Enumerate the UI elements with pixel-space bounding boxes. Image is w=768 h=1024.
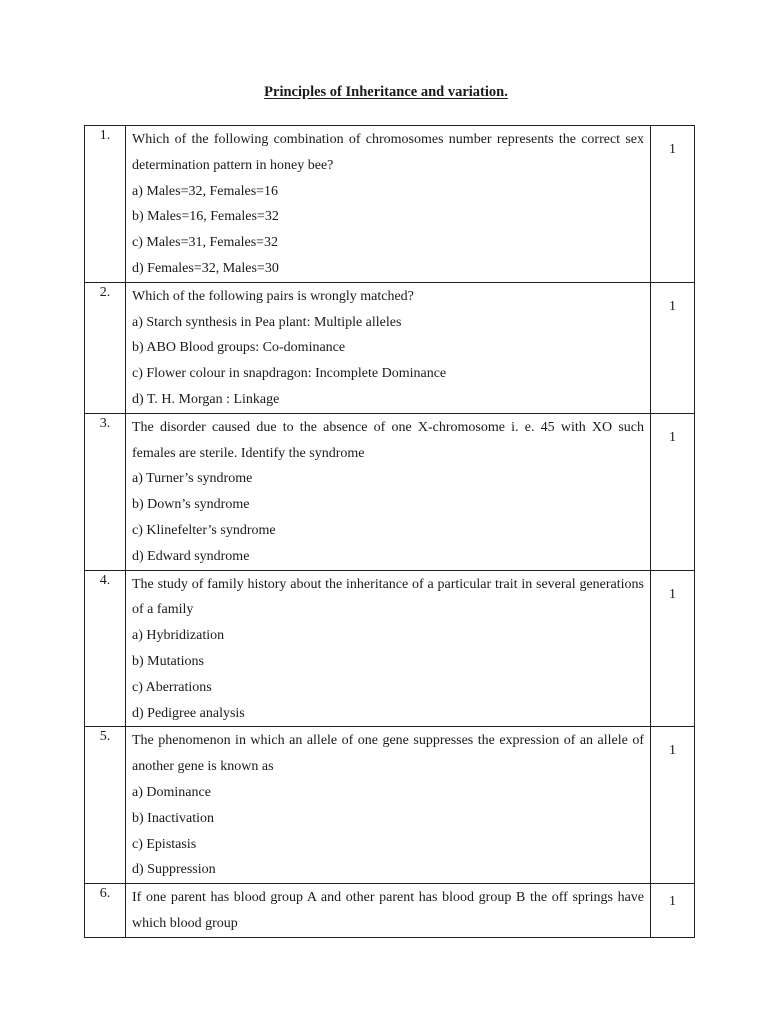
- question-row: [85, 727, 695, 884]
- question-marks: 1: [651, 727, 695, 884]
- option-d: d) T. H. Morgan : Linkage: [132, 391, 280, 407]
- question-body: [126, 126, 651, 283]
- question-body: [126, 413, 651, 570]
- question-marks: 1: [651, 570, 695, 727]
- option-a: a) Males=32, Females=16: [132, 183, 279, 199]
- option-c: c) Males=31, Females=32: [132, 235, 279, 251]
- question-number: 2.: [85, 282, 126, 413]
- option-list: [132, 466, 644, 569]
- question-marks: 1: [651, 126, 695, 283]
- option-list: [132, 780, 644, 883]
- question-row: [85, 570, 695, 727]
- option-d: d) Females=32, Males=30: [132, 260, 279, 276]
- option-a: a) Dominance: [132, 784, 211, 800]
- option-a: a) Turner’s syndrome: [132, 471, 253, 487]
- question-row: [85, 282, 695, 413]
- question-row: [85, 884, 695, 938]
- option-a: a) Hybridization: [132, 628, 225, 644]
- question-marks: 1: [651, 282, 695, 413]
- option-c: c) Epistasis: [132, 836, 197, 852]
- question-text: Which of the following pairs is wrongly matched?: [132, 288, 414, 304]
- question-number: 4.: [85, 570, 126, 727]
- question-text: The phenomenon in which an allele of one gene suppresses the expression of an allele of another gene is known as: [132, 733, 644, 775]
- question-body: [126, 884, 651, 938]
- option-b: b) ABO Blood groups: Co-dominance: [132, 340, 346, 356]
- option-c: c) Aberrations: [132, 679, 212, 695]
- option-a: a) Starch synthesis in Pea plant: Multiple alleles: [132, 314, 402, 330]
- question-number: 1.: [85, 126, 126, 283]
- option-c: c) Klinefelter’s syndrome: [132, 522, 276, 538]
- question-body: [126, 282, 651, 413]
- question-marks: 1: [651, 413, 695, 570]
- question-text: If one parent has blood group A and other parent has blood group B the off springs have which blood group: [132, 890, 644, 931]
- option-d: d) Suppression: [132, 862, 216, 878]
- question-text: The study of family history about the inheritance of a particular trait in several generations of a family: [132, 576, 644, 618]
- option-b: b) Down’s syndrome: [132, 497, 250, 513]
- option-b: b) Mutations: [132, 653, 204, 669]
- question-body: [126, 570, 651, 727]
- question-number: 5.: [85, 727, 126, 884]
- question-row: [85, 126, 695, 283]
- option-list: [132, 179, 644, 282]
- option-d: d) Edward syndrome: [132, 548, 250, 564]
- question-number: 3.: [85, 413, 126, 570]
- option-d: d) Pedigree analysis: [132, 705, 245, 721]
- question-marks: 1: [651, 884, 695, 938]
- question-body: [126, 727, 651, 884]
- page-title: Principles of Inheritance and variation.: [264, 84, 508, 100]
- question-row: [85, 413, 695, 570]
- question-table: [84, 125, 695, 938]
- option-c: c) Flower colour in snapdragon: Incomplete Dominance: [132, 366, 447, 382]
- question-text: Which of the following combination of chromosomes number represents the correct sex determination pattern in honey bee?: [132, 132, 644, 173]
- question-number: 6.: [85, 884, 126, 938]
- option-b: b) Inactivation: [132, 810, 215, 826]
- option-list: [132, 310, 644, 413]
- option-list: [132, 623, 644, 726]
- option-b: b) Males=16, Females=32: [132, 209, 279, 225]
- question-text: The disorder caused due to the absence of one X-chromosome i. e. 45 with XO such females are sterile. Identify the syndrome: [132, 419, 644, 461]
